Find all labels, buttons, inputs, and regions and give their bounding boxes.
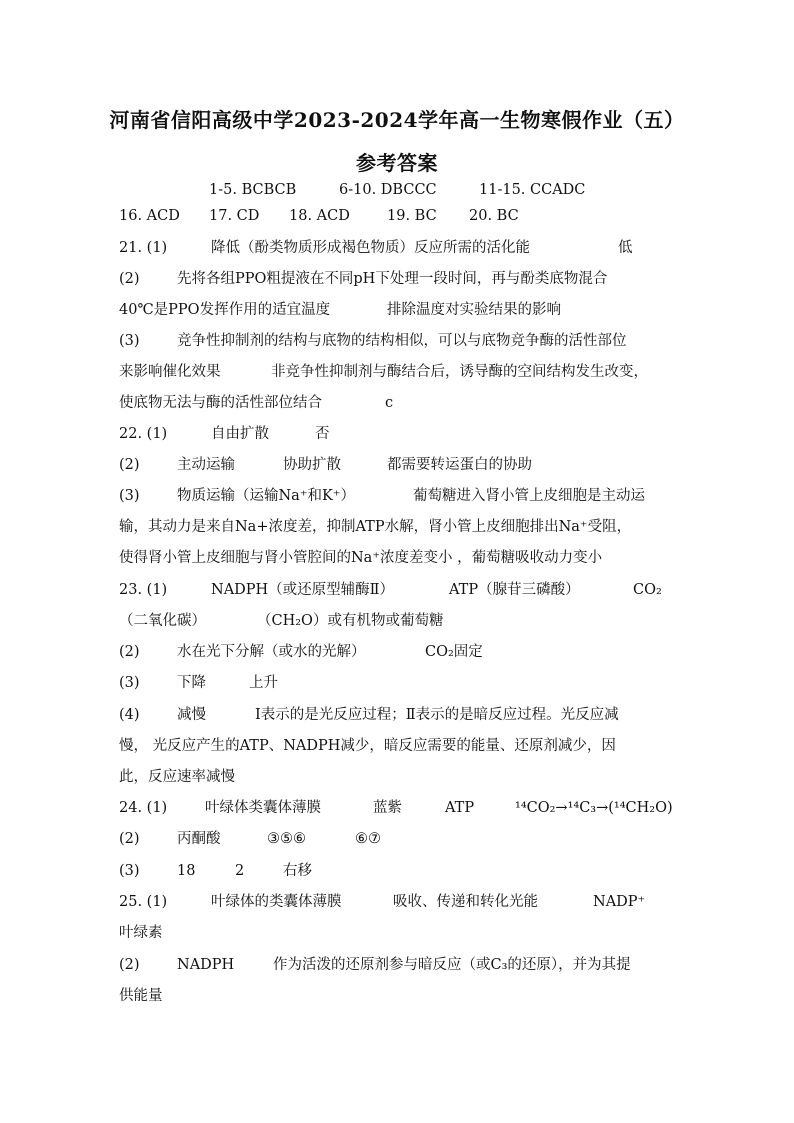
- answer-text: 19. BC: [387, 208, 437, 224]
- answer-text: ⑥⑦: [355, 831, 381, 847]
- answer-text: ATP（腺苷三磷酸）: [449, 582, 580, 598]
- answer-text: 下降: [177, 675, 206, 691]
- answer-text: 22. (1): [119, 426, 168, 442]
- answer-text: 吸收、传递和转化光能: [393, 894, 538, 910]
- answer-text: (3): [119, 863, 140, 879]
- answer-text: 18: [177, 863, 196, 879]
- answer-text: 21. (1): [119, 240, 168, 256]
- answer-text: 降低（酚类物质形成褐色物质）反应所需的活化能: [211, 240, 530, 256]
- answer-text: c: [385, 395, 394, 411]
- answer-text: 否: [315, 426, 330, 442]
- answer-text: 慢， 光反应产生的ATP、NADPH减少，暗反应需要的能量、还原剂减少，因: [119, 738, 616, 754]
- answer-text: 排除温度对实验结果的影响: [387, 302, 561, 318]
- answer-text: (2): [119, 644, 140, 660]
- answer-text: 主动运输: [177, 457, 235, 473]
- answer-text: (2): [119, 271, 140, 287]
- answer-line: [119, 890, 689, 914]
- answer-line: [119, 765, 689, 789]
- answer-text: 竞争性抑制剂的结构与底物的结构相似，可以与底物竞争酶的活性部位: [177, 333, 627, 349]
- answer-line: [119, 204, 689, 228]
- answer-line: [119, 609, 689, 633]
- answer-text: 协助扩散: [283, 457, 341, 473]
- answer-text: 物质运输（运输Na⁺和K⁺）: [177, 488, 355, 504]
- answer-text: 蓝紫: [373, 800, 402, 816]
- answer-line: [119, 640, 689, 664]
- answer-text: NADPH: [177, 957, 235, 973]
- answer-text: 自由扩散: [211, 426, 269, 442]
- answer-text: 11-15. CCADC: [479, 182, 586, 198]
- answer-text: (2): [119, 457, 140, 473]
- answer-text: 叶绿体的类囊体薄膜: [211, 894, 342, 910]
- answer-text: 来影响催化效果: [119, 364, 221, 380]
- answer-line: [119, 391, 689, 415]
- answer-text: NADP⁺: [593, 894, 646, 910]
- answer-text: 丙酮酸: [177, 831, 221, 847]
- answer-line: [119, 546, 689, 570]
- answer-text: 使得肾小管上皮细胞与肾小管腔间的Na⁺浓度差变小 ，葡萄糖吸收动力变小: [119, 550, 603, 566]
- answer-text: 18. ACD: [289, 208, 350, 224]
- answer-text: 1-5. BCBCB: [209, 182, 297, 198]
- answer-text: 2: [235, 863, 245, 879]
- answer-text: 减慢: [177, 707, 206, 723]
- answer-text: 20. BC: [469, 208, 519, 224]
- answer-line: [119, 671, 689, 695]
- answer-text: CO₂: [633, 582, 662, 598]
- answer-text: 23. (1): [119, 582, 168, 598]
- answer-text: (2): [119, 831, 140, 847]
- answer-line: [119, 827, 689, 851]
- answer-text: （二氧化碳）: [119, 613, 206, 629]
- answer-line: [119, 484, 689, 508]
- answer-text: ¹⁴CO₂→¹⁴C₃→(¹⁴CH₂O): [515, 800, 673, 816]
- answer-text: (2): [119, 957, 140, 973]
- answer-text: 40℃是PPO发挥作用的适宜温度: [119, 302, 331, 318]
- answer-line: [119, 984, 689, 1008]
- answer-text: 6-10. DBCCC: [339, 182, 437, 198]
- answer-line: [119, 422, 689, 446]
- answer-text: (3): [119, 675, 140, 691]
- answer-text: 作为活泼的还原剂参与暗反应（或C₃的还原），并为其提: [273, 957, 631, 973]
- answer-text: Ⅰ表示的是光反应过程；Ⅱ表示的是暗反应过程。光反应减: [255, 707, 619, 723]
- answer-text: 此，反应速率减慢: [119, 769, 235, 785]
- document-subtitle: 参考答案: [356, 151, 438, 175]
- answer-text: 葡萄糖进入肾小管上皮细胞是主动运: [413, 488, 645, 504]
- answer-line: [119, 453, 689, 477]
- answer-text: CO₂固定: [425, 644, 483, 660]
- answer-text: (4): [119, 707, 140, 723]
- answer-line: [119, 267, 689, 291]
- answer-line: [119, 298, 689, 322]
- answer-line: [119, 796, 689, 820]
- answer-text: 右移: [283, 863, 312, 879]
- answer-line: [119, 578, 689, 602]
- answer-line: [119, 921, 689, 945]
- answer-text: 叶绿素: [119, 925, 163, 941]
- answer-text: 上升: [249, 675, 278, 691]
- answer-text: 16. ACD: [119, 208, 180, 224]
- answer-text: ③⑤⑥: [267, 831, 306, 847]
- answer-text: 使底物无法与酶的活性部位结合: [119, 395, 322, 411]
- answer-line: [119, 515, 689, 539]
- answer-line: [119, 859, 689, 883]
- answer-line: [119, 953, 689, 977]
- answer-text: 25. (1): [119, 894, 168, 910]
- answer-text: 低: [618, 240, 633, 256]
- answer-text: （CH₂O）或有机物或葡萄糖: [257, 613, 444, 629]
- answer-line: [119, 236, 689, 260]
- answer-text: 先将各组PPO粗提液在不同pH下处理一段时间，再与酚类底物混合: [177, 271, 608, 287]
- answer-text: 17. CD: [209, 208, 260, 224]
- answer-text: NADPH（或还原型辅酶Ⅱ）: [211, 582, 395, 598]
- answer-line: [119, 178, 689, 202]
- answer-text: 都需要转运蛋白的协助: [387, 457, 532, 473]
- answer-line: [119, 703, 689, 727]
- answer-line: [119, 734, 689, 758]
- answer-line: [119, 360, 689, 384]
- answer-text: 供能量: [119, 988, 163, 1004]
- document-title: 河南省信阳高级中学2023-2024学年高一生物寒假作业（五）: [109, 108, 685, 132]
- answer-text: (3): [119, 333, 140, 349]
- answer-text: (3): [119, 488, 140, 504]
- answer-text: 非竞争性抑制剂与酶结合后，诱导酶的空间结构发生改变，: [271, 364, 648, 380]
- answer-text: ATP: [445, 800, 475, 816]
- answer-text: 输，其动力是来自Na+浓度差，抑制ATP水解，肾小管上皮细胞排出Na⁺受阻，: [119, 519, 632, 535]
- answer-text: 叶绿体类囊体薄膜: [205, 800, 321, 816]
- answer-text: 24. (1): [119, 800, 168, 816]
- answer-line: [119, 329, 689, 353]
- answer-text: 水在光下分解（或水的光解）: [177, 644, 366, 660]
